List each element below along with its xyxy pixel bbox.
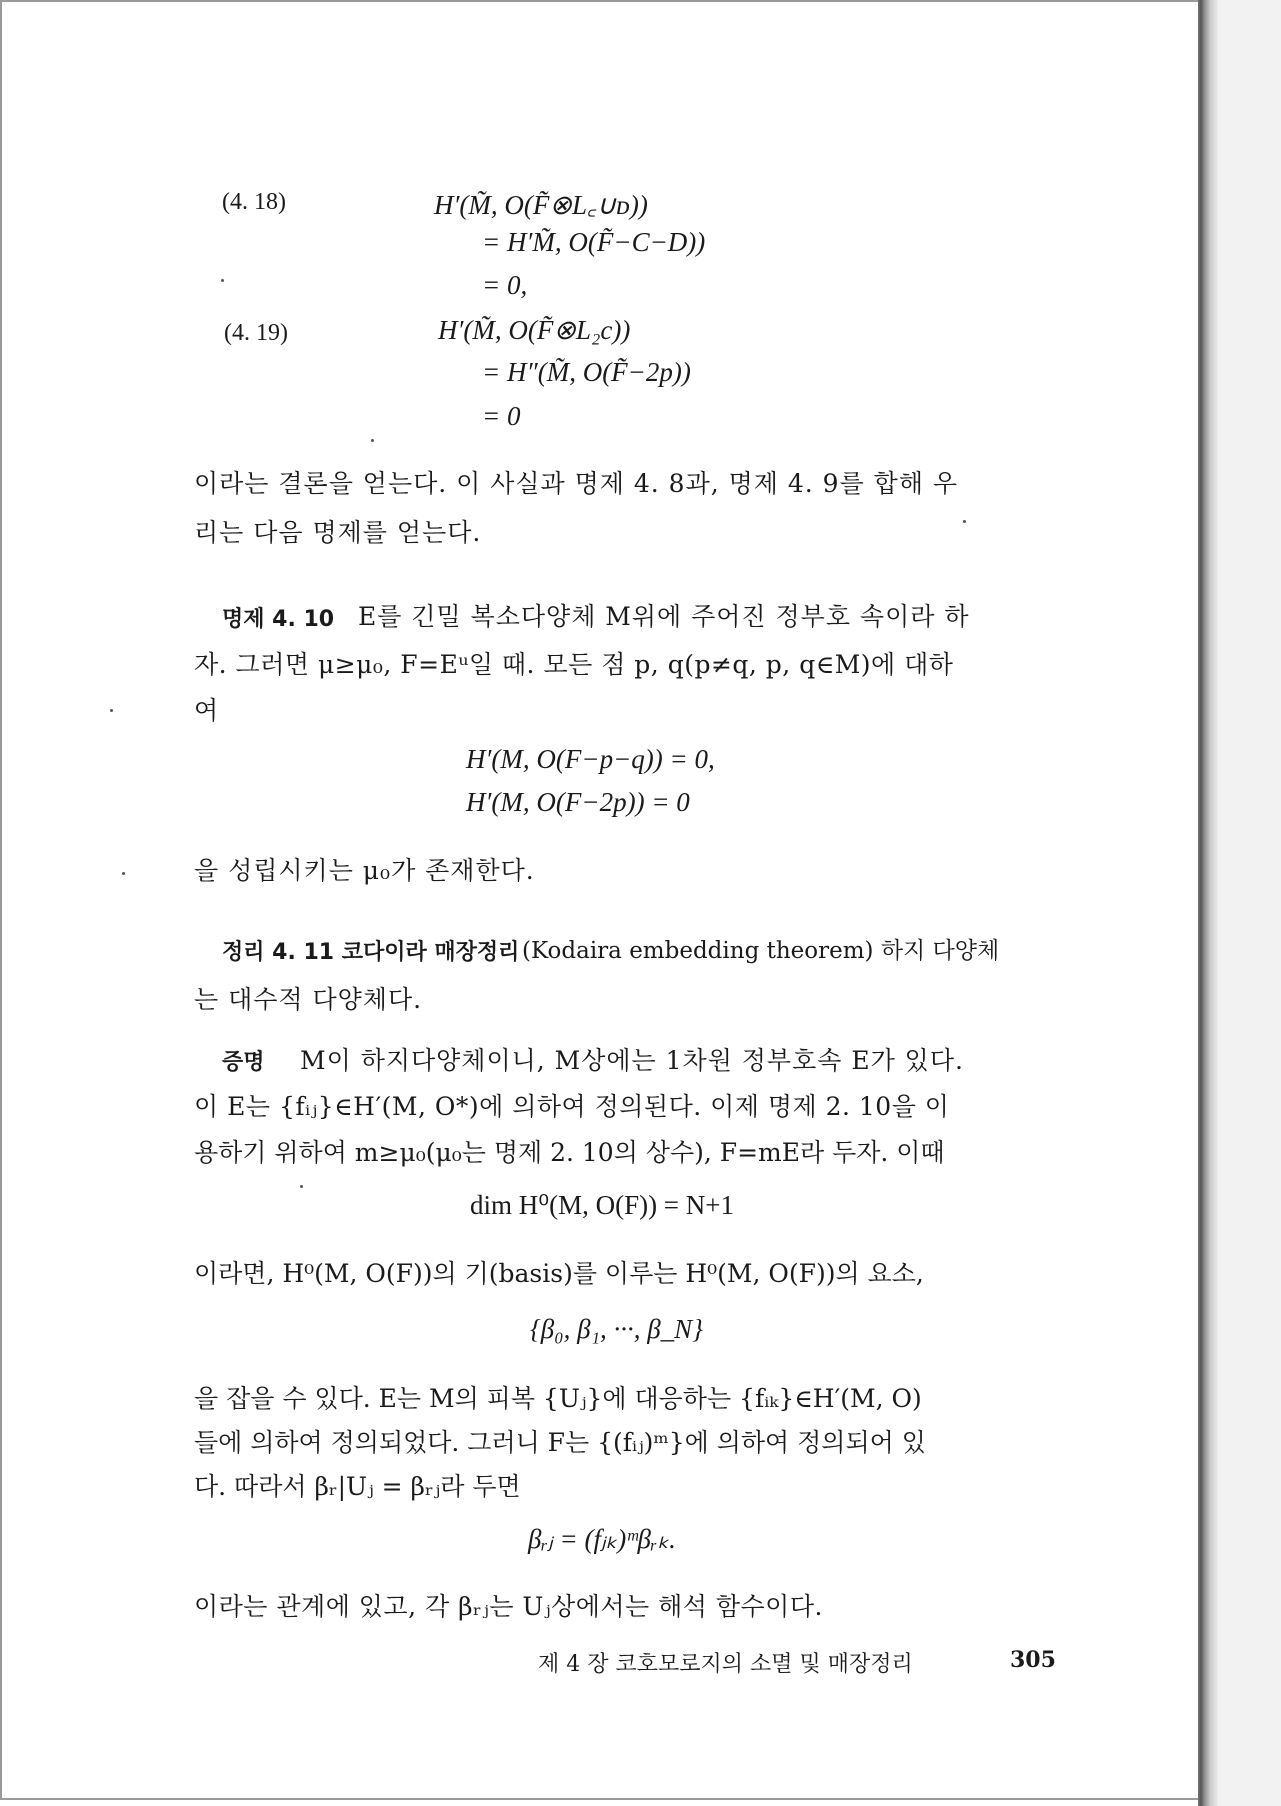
body-text: M이 하지다양체이니, M상에는 1차원 정부호속 E가 있다. — [300, 1046, 964, 1075]
body-text: 는 대수적 다양체다. — [194, 985, 423, 1014]
page-edge-shadow — [1198, 0, 1218, 1806]
body-text: 여 — [194, 696, 219, 725]
theorem-label: 정리 4. 11 코다이라 매장정리 — [222, 940, 520, 965]
body-text: 들에 의하여 정의되었다. 그러니 F는 {(fᵢⱼ)ᵐ}에 의하여 정의되어 있 — [194, 1428, 926, 1457]
page-number: 305 — [1010, 1647, 1056, 1673]
equation-line: {β₀, β₁, ···, β_N} — [530, 1314, 703, 1344]
scan-speck — [221, 279, 224, 282]
scan-speck — [300, 1185, 303, 1188]
scan-speck — [122, 872, 125, 875]
body-text: 을 성립시키는 μ₀가 존재한다. — [194, 856, 535, 885]
background-margin — [1218, 0, 1281, 1806]
body-text: (Kodaira embedding theorem) 하지 다양체 — [522, 938, 1000, 964]
equation-line: = H′M̃, O(F̃−C−D)) — [482, 227, 706, 257]
equation-line: H′(M, O(F−p−q)) = 0, — [466, 744, 715, 774]
equation-number: (4. 19) — [224, 320, 288, 346]
equation-line: = H″(M̃, O(F̃−2p)) — [482, 357, 691, 387]
scan-speck — [371, 439, 374, 442]
scan-speck — [963, 520, 966, 523]
body-text: 이 E는 {fᵢⱼ}∈H′(M, O*)에 의하여 정의된다. 이제 명제 2. 10을 이 — [194, 1092, 950, 1121]
equation-line: dim H⁰(M, O(F)) = N+1 — [470, 1190, 735, 1220]
equation-line: βᵣⱼ = (fⱼₖ)ᵐβᵣₖ. — [528, 1524, 676, 1554]
running-footer: 제 4 장 코호모로지의 소멸 및 매장정리 — [538, 1652, 913, 1677]
body-text: 이라는 관계에 있고, 각 βᵣⱼ는 Uⱼ상에서는 해석 함수이다. — [194, 1592, 823, 1621]
scan-speck — [110, 709, 113, 712]
equation-line: = 0, — [482, 270, 528, 300]
body-text: 리는 다음 명제를 얻는다. — [194, 518, 482, 547]
equation-line: H′(M̃, O(F̃⊗L꜀∪ᴅ)) — [434, 190, 648, 220]
body-text: 을 잡을 수 있다. E는 M의 피복 {Uⱼ}에 대응하는 {fᵢₖ}∈H′(M, O) — [194, 1384, 922, 1413]
body-text: 용하기 위하여 m≥μ₀(μ₀는 명제 2. 10의 상수), F=mE라 두자. 이때 — [194, 1138, 945, 1167]
equation-line: = 0 — [482, 401, 521, 431]
equation-number: (4. 18) — [222, 189, 286, 215]
body-text: 다. 따라서 βᵣ|Uⱼ = βᵣⱼ라 두면 — [194, 1472, 521, 1501]
body-text: 이라면, H⁰(M, O(F))의 기(basis)를 이루는 H⁰(M, O(F))의 요소, — [194, 1259, 924, 1288]
proof-label: 증명 — [222, 1050, 265, 1075]
body-text: 자. 그러면 μ≥μ₀, F=Eᵘ일 때. 모든 점 p, q(p≠q, p, q∈M)에 대하 — [194, 650, 954, 679]
equation-line: H′(M, O(F−2p)) = 0 — [466, 787, 690, 817]
body-text: 이라는 결론을 얻는다. 이 사실과 명제 4. 8과, 명제 4. 9를 합해 우 — [194, 469, 959, 498]
equation-line: H′(M̃, O(F̃⊗L₂c)) — [438, 315, 631, 345]
body-text: E를 긴밀 복소다양체 M위에 주어진 정부호 속이라 하 — [358, 602, 970, 631]
proposition-label: 명제 4. 10 — [222, 607, 335, 632]
